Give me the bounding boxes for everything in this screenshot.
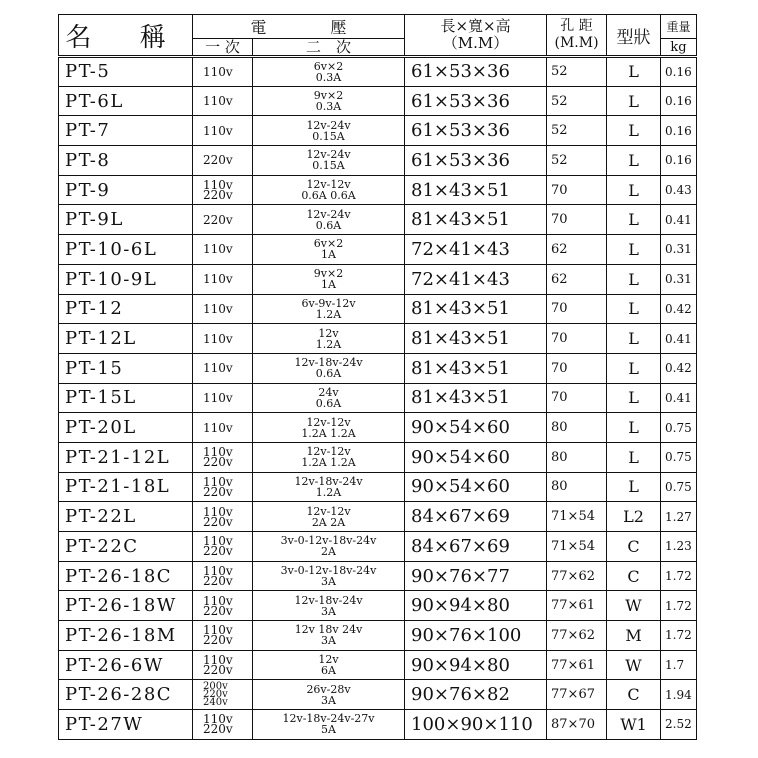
primary-voltage-line: 110v (203, 420, 233, 435)
secondary-voltage (253, 413, 405, 443)
secondary-voltage-line: 0.15A (312, 159, 345, 173)
weight-kg: 0.16 (661, 146, 697, 176)
dimensions: 61×53×36 (405, 146, 547, 176)
table-row (59, 205, 697, 235)
header-weight: 重量 (661, 15, 697, 39)
primary-voltage-line: 220v (203, 574, 233, 589)
secondary-voltage-line: 12v (318, 326, 339, 340)
transformer-spec-table (58, 14, 697, 740)
table-row (59, 264, 697, 294)
primary-voltage-line: 220v (203, 455, 233, 470)
shape-type: L (607, 116, 661, 146)
shape-type: L (607, 294, 661, 324)
hole-spacing: 77×62 (547, 561, 607, 591)
secondary-voltage (253, 680, 405, 710)
secondary-voltage-line: 6A (321, 664, 336, 678)
weight-kg: 1.27 (661, 502, 697, 532)
model-name: PT-27W (59, 710, 193, 740)
table-row (59, 116, 697, 146)
dimensions: 90×94×80 (405, 650, 547, 680)
primary-voltage (193, 57, 253, 87)
shape-type: L (607, 264, 661, 294)
shape-type: L (607, 205, 661, 235)
dimensions: 72×41×43 (405, 264, 547, 294)
hole-spacing: 80 (547, 442, 607, 472)
shape-type: C (607, 680, 661, 710)
table-row (59, 591, 697, 621)
primary-voltage-line: 110v (203, 474, 233, 489)
primary-voltage (193, 710, 253, 740)
model-name: PT-15L (59, 383, 193, 413)
secondary-voltage-line: 0.6A 0.6A (301, 189, 356, 203)
shape-type: L (607, 175, 661, 205)
secondary-voltage-line: 6v×2 (313, 237, 344, 251)
dimensions: 90×54×60 (405, 472, 547, 502)
secondary-voltage (253, 294, 405, 324)
shape-type: L (607, 57, 661, 87)
primary-voltage-line: 220v (203, 663, 233, 678)
secondary-voltage (253, 146, 405, 176)
dimensions: 81×43×51 (405, 383, 547, 413)
secondary-voltage (253, 57, 405, 87)
secondary-voltage (253, 621, 405, 651)
secondary-voltage-line: 2A (321, 545, 336, 559)
primary-voltage-line: 220v (203, 153, 233, 168)
weight-kg: 1.7 (661, 650, 697, 680)
weight-kg: 0.75 (661, 413, 697, 443)
shape-type: C (607, 532, 661, 562)
dimensions: 81×43×51 (405, 294, 547, 324)
weight-kg: 1.23 (661, 532, 697, 562)
header-hole (547, 15, 607, 57)
secondary-voltage-line: 1.2A (315, 337, 342, 351)
shape-type: L (607, 146, 661, 176)
secondary-voltage-line: 12v-18v-24v (294, 356, 363, 370)
hole-spacing: 70 (547, 383, 607, 413)
table-row (59, 383, 697, 413)
model-name: PT-26-28C (59, 680, 193, 710)
primary-voltage (193, 86, 253, 116)
weight-kg: 1.94 (661, 680, 697, 710)
hole-spacing: 77×62 (547, 621, 607, 651)
dimensions: 61×53×36 (405, 57, 547, 87)
primary-voltage-line: 110v (203, 504, 233, 519)
model-name: PT-12 (59, 294, 193, 324)
shape-type: M (607, 621, 661, 651)
hole-spacing: 70 (547, 205, 607, 235)
hole-spacing: 77×61 (547, 650, 607, 680)
dimensions: 72×41×43 (405, 235, 547, 265)
weight-kg: 0.31 (661, 235, 697, 265)
secondary-voltage-line: 24v (318, 385, 339, 399)
weight-kg: 0.42 (661, 294, 697, 324)
secondary-voltage (253, 116, 405, 146)
secondary-voltage-line: 0.15A (312, 129, 345, 143)
dimensions: 84×67×69 (405, 532, 547, 562)
primary-voltage-line: 220v (203, 544, 233, 559)
secondary-voltage-line: 12v-12v (306, 178, 351, 192)
hole-spacing: 52 (547, 146, 607, 176)
secondary-voltage-line: 12v-18v-24v (294, 593, 363, 607)
table-row (59, 86, 697, 116)
primary-voltage-line: 220v (203, 603, 233, 618)
primary-voltage (193, 532, 253, 562)
secondary-voltage (253, 205, 405, 235)
primary-voltage-line: 220v (203, 212, 233, 227)
secondary-voltage-line: 0.6A (315, 218, 342, 232)
shape-type: L (607, 235, 661, 265)
primary-voltage (193, 680, 253, 710)
secondary-voltage (253, 383, 405, 413)
hole-spacing: 71×54 (547, 532, 607, 562)
secondary-voltage-line: 3A (321, 634, 336, 648)
primary-voltage-line: 220v (203, 188, 233, 203)
primary-voltage-line: 200v (203, 680, 228, 692)
model-name: PT-10-6L (59, 235, 193, 265)
secondary-voltage (253, 502, 405, 532)
model-name: PT-20L (59, 413, 193, 443)
primary-voltage (193, 264, 253, 294)
primary-voltage (193, 235, 253, 265)
model-name: PT-22L (59, 502, 193, 532)
shape-type: L2 (607, 502, 661, 532)
table-row (59, 621, 697, 651)
secondary-voltage-line: 1.2A 1.2A (301, 456, 356, 470)
shape-type: W (607, 591, 661, 621)
hole-spacing: 52 (547, 86, 607, 116)
primary-voltage (193, 502, 253, 532)
table-row (59, 146, 697, 176)
model-name: PT-22C (59, 532, 193, 562)
secondary-voltage-line: 2A 2A (311, 515, 346, 529)
hole-spacing: 80 (547, 413, 607, 443)
dimensions: 84×67×69 (405, 502, 547, 532)
primary-voltage-line: 220v (203, 484, 233, 499)
secondary-voltage (253, 353, 405, 383)
dimensions: 81×43×51 (405, 205, 547, 235)
table-row (59, 650, 697, 680)
secondary-voltage-line: 12v-18v-24v-27v (282, 712, 375, 726)
primary-voltage-line: 110v (203, 593, 233, 608)
primary-voltage (193, 146, 253, 176)
primary-voltage (193, 442, 253, 472)
primary-voltage (193, 413, 253, 443)
weight-kg: 2.52 (661, 710, 697, 740)
secondary-voltage-line: 1A (321, 248, 336, 262)
secondary-voltage-line: 12v-12v (306, 504, 351, 518)
table-row (59, 294, 697, 324)
secondary-voltage-line: 12v-12v (306, 415, 351, 429)
weight-kg: 0.43 (661, 175, 697, 205)
dimensions: 90×76×100 (405, 621, 547, 651)
shape-type: L (607, 442, 661, 472)
secondary-voltage-line: 6v×2 (313, 59, 344, 73)
hole-spacing: 62 (547, 235, 607, 265)
hole-spacing: 87×70 (547, 710, 607, 740)
secondary-voltage (253, 175, 405, 205)
shape-type: L (607, 472, 661, 502)
weight-kg: 0.75 (661, 472, 697, 502)
model-name: PT-12L (59, 324, 193, 354)
primary-voltage-line: 110v (203, 361, 233, 376)
dimensions: 61×53×36 (405, 86, 547, 116)
primary-voltage-line: 110v (203, 534, 233, 549)
model-name: PT-9L (59, 205, 193, 235)
header-primary: 一 次 (193, 39, 253, 57)
primary-voltage (193, 591, 253, 621)
hole-spacing: 70 (547, 353, 607, 383)
secondary-voltage-line: 12v-24v (306, 207, 351, 221)
secondary-voltage-line: 1A (321, 278, 336, 292)
table-row (59, 532, 697, 562)
table-row (59, 324, 697, 354)
secondary-voltage-line: 9v×2 (313, 89, 344, 103)
weight-kg: 0.16 (661, 86, 697, 116)
model-name: PT-9 (59, 175, 193, 205)
primary-voltage-line: 110v (203, 242, 233, 257)
secondary-voltage-line: 12v-18v-24v (294, 474, 363, 488)
primary-voltage-line: 110v (203, 178, 233, 193)
secondary-voltage-line: 5A (321, 723, 336, 737)
table-row (59, 472, 697, 502)
hole-spacing: 80 (547, 472, 607, 502)
shape-type: L (607, 86, 661, 116)
model-name: PT-21-12L (59, 442, 193, 472)
dimensions: 90×76×82 (405, 680, 547, 710)
hole-spacing: 62 (547, 264, 607, 294)
secondary-voltage-line: 3A (321, 693, 336, 707)
dimensions: 90×76×77 (405, 561, 547, 591)
model-name: PT-5 (59, 57, 193, 87)
secondary-voltage-line: 12v 18v 24v (294, 623, 363, 637)
secondary-voltage-line: 0.6A (315, 367, 342, 381)
weight-kg: 0.31 (661, 264, 697, 294)
shape-type: L (607, 353, 661, 383)
primary-voltage (193, 472, 253, 502)
shape-type: L (607, 324, 661, 354)
primary-voltage-line: 110v (203, 390, 233, 405)
table-row (59, 502, 697, 532)
primary-voltage-line: 220v (203, 722, 233, 737)
dimensions: 81×43×51 (405, 324, 547, 354)
secondary-voltage-line: 0.3A (315, 70, 342, 84)
secondary-voltage (253, 532, 405, 562)
header-dimensions (405, 15, 547, 57)
model-name: PT-6L (59, 86, 193, 116)
table-body (59, 57, 697, 740)
dimensions: 90×54×60 (405, 413, 547, 443)
table-row (59, 235, 697, 265)
model-name: PT-8 (59, 146, 193, 176)
model-name: PT-10-9L (59, 264, 193, 294)
weight-kg: 0.16 (661, 57, 697, 87)
secondary-voltage-line: 0.3A (315, 100, 342, 114)
header-shape: 型狀 (607, 15, 661, 57)
table-row (59, 57, 697, 87)
primary-voltage (193, 294, 253, 324)
secondary-voltage (253, 442, 405, 472)
secondary-voltage-line: 9v×2 (313, 267, 344, 281)
secondary-voltage (253, 324, 405, 354)
table-row (59, 175, 697, 205)
primary-voltage (193, 383, 253, 413)
primary-voltage-line: 110v (203, 331, 233, 346)
table-row (59, 680, 697, 710)
weight-kg: 0.16 (661, 116, 697, 146)
secondary-voltage-line: 12v-24v (306, 118, 351, 132)
primary-voltage-line: 220v (203, 633, 233, 648)
primary-voltage-line: 110v (203, 301, 233, 316)
primary-voltage (193, 561, 253, 591)
primary-voltage-line: 110v (203, 123, 233, 138)
primary-voltage-line: 220v (203, 688, 228, 700)
secondary-voltage-line: 12v-12v (306, 445, 351, 459)
dimensions: 81×43×51 (405, 175, 547, 205)
primary-voltage-line: 110v (203, 653, 233, 668)
shape-type: W (607, 650, 661, 680)
secondary-voltage-line: 0.6A (315, 396, 342, 410)
dimensions: 61×53×36 (405, 116, 547, 146)
header-voltage: 電 壓 (193, 15, 405, 39)
table-row (59, 413, 697, 443)
weight-kg: 1.72 (661, 561, 697, 591)
primary-voltage (193, 650, 253, 680)
header-name: 名 稱 (59, 15, 193, 57)
table-row (59, 442, 697, 472)
secondary-voltage-line: 3A (321, 575, 336, 589)
table-row (59, 710, 697, 740)
weight-kg: 1.72 (661, 621, 697, 651)
secondary-voltage-line: 6v-9v-12v (301, 296, 356, 310)
primary-voltage-line: 110v (203, 64, 233, 79)
secondary-voltage (253, 561, 405, 591)
secondary-voltage (253, 472, 405, 502)
model-name: PT-7 (59, 116, 193, 146)
table-row (59, 561, 697, 591)
shape-type: L (607, 383, 661, 413)
primary-voltage-line: 110v (203, 272, 233, 287)
model-name: PT-15 (59, 353, 193, 383)
header-hole-label: 孔 距 (560, 18, 593, 34)
secondary-voltage-line: 1.2A (315, 485, 342, 499)
shape-type: W1 (607, 710, 661, 740)
weight-kg: 1.72 (661, 591, 697, 621)
hole-spacing: 70 (547, 324, 607, 354)
header-weight-unit: kg (661, 39, 697, 57)
primary-voltage (193, 205, 253, 235)
header-secondary: 二 次 (253, 39, 405, 57)
primary-voltage (193, 621, 253, 651)
header-dimensions-label: 長×寬×高 (440, 17, 511, 35)
header-dimensions-unit: （M.M） (442, 34, 509, 52)
hole-spacing: 77×61 (547, 591, 607, 621)
hole-spacing: 77×67 (547, 680, 607, 710)
dimensions: 100×90×110 (405, 710, 547, 740)
secondary-voltage (253, 264, 405, 294)
model-name: PT-26-18M (59, 621, 193, 651)
secondary-voltage-line: 1.2A 1.2A (301, 426, 356, 440)
secondary-voltage (253, 710, 405, 740)
secondary-voltage (253, 235, 405, 265)
secondary-voltage-line: 1.2A (315, 307, 342, 321)
secondary-voltage-line: 3A (321, 604, 336, 618)
primary-voltage (193, 175, 253, 205)
model-name: PT-26-6W (59, 650, 193, 680)
model-name: PT-21-18L (59, 472, 193, 502)
header-hole-unit: (M.M) (554, 35, 599, 51)
model-name: PT-26-18C (59, 561, 193, 591)
primary-voltage (193, 116, 253, 146)
weight-kg: 0.75 (661, 442, 697, 472)
secondary-voltage-line: 3v-0-12v-18v-24v (280, 564, 377, 578)
weight-kg: 0.42 (661, 353, 697, 383)
primary-voltage-line: 110v (203, 564, 233, 579)
primary-voltage-line: 110v (203, 445, 233, 460)
secondary-voltage-line: 12v (318, 653, 339, 667)
secondary-voltage (253, 86, 405, 116)
primary-voltage-line: 110v (203, 94, 233, 109)
primary-voltage-line: 110v (203, 623, 233, 638)
secondary-voltage-line: 12v-24v (306, 148, 351, 162)
dimensions: 81×43×51 (405, 353, 547, 383)
dimensions: 90×54×60 (405, 442, 547, 472)
hole-spacing: 70 (547, 294, 607, 324)
dimensions: 90×94×80 (405, 591, 547, 621)
shape-type: C (607, 561, 661, 591)
table-row (59, 353, 697, 383)
primary-voltage-line: 110v (203, 712, 233, 727)
secondary-voltage-line: 26v-28v (306, 682, 351, 696)
primary-voltage-line: 220v (203, 514, 233, 529)
secondary-voltage (253, 650, 405, 680)
hole-spacing: 52 (547, 57, 607, 87)
primary-voltage (193, 353, 253, 383)
weight-kg: 0.41 (661, 383, 697, 413)
secondary-voltage-line: 3v-0-12v-18v-24v (280, 534, 377, 548)
primary-voltage (193, 324, 253, 354)
hole-spacing: 70 (547, 175, 607, 205)
shape-type: L (607, 413, 661, 443)
weight-kg: 0.41 (661, 324, 697, 354)
weight-kg: 0.41 (661, 205, 697, 235)
model-name: PT-26-18W (59, 591, 193, 621)
primary-voltage-line: 240v (203, 696, 228, 708)
hole-spacing: 52 (547, 116, 607, 146)
hole-spacing: 71×54 (547, 502, 607, 532)
secondary-voltage (253, 591, 405, 621)
